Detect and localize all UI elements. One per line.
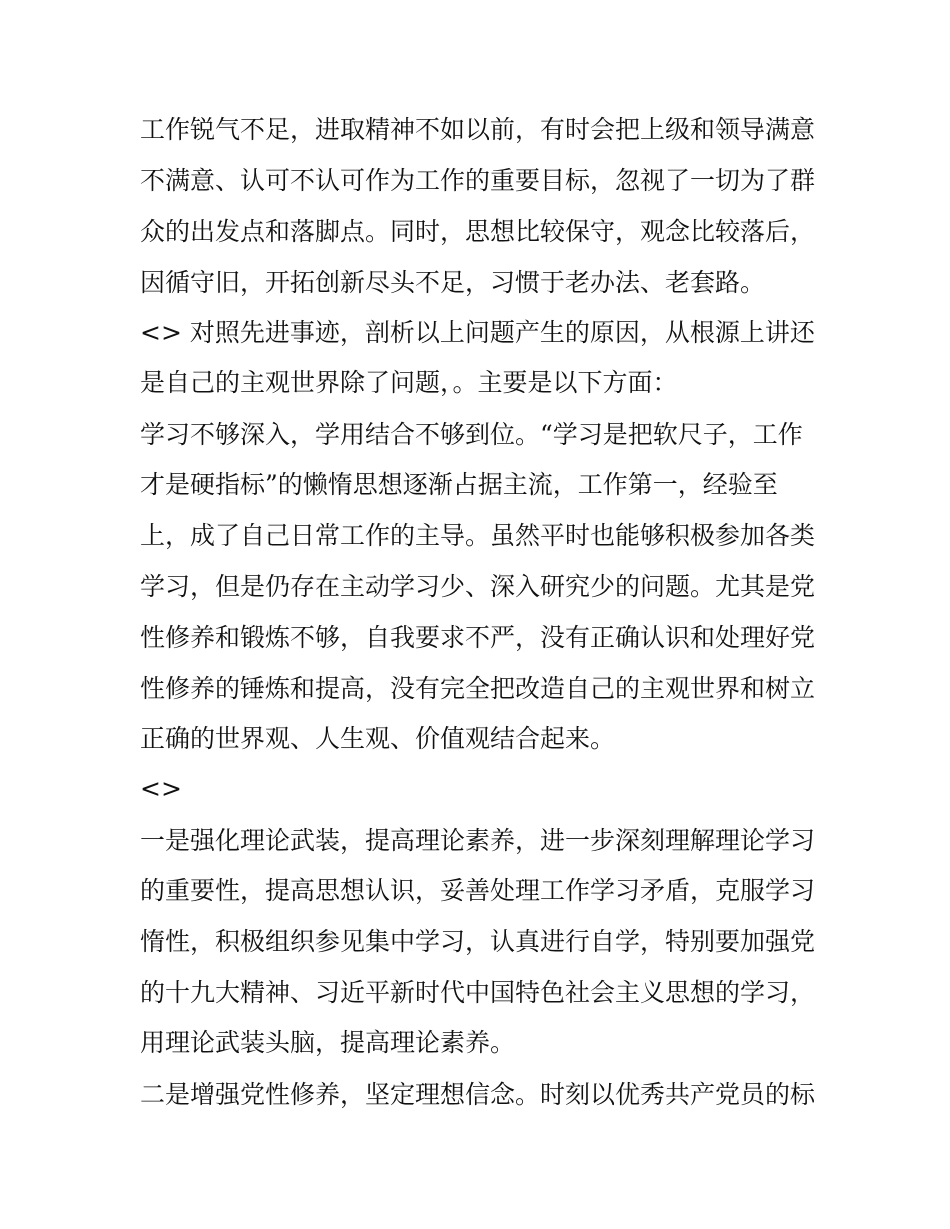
text-line: 不满意、认可不认可作为工作的重要目标，忽视了一切为了群	[140, 166, 816, 195]
text-line: 惰性，积极组织参见集中学习，认真进行自学，特别要加强党	[140, 927, 816, 956]
text-line: <>	[140, 774, 182, 803]
text-line: 用理论武装头脑，提高理论素养。	[140, 1028, 516, 1057]
text-line: 一是强化理论武装，提高理论素养，进一步深刻理解理论学习	[140, 826, 816, 855]
text-line: 学习，但是仍存在主动学习少、深入研究少的问题。尤其是党	[140, 572, 816, 601]
text-line: 正确的世界观、人生观、价值观结合起来。	[140, 724, 616, 753]
text-line: 性修养和锻炼不够，自我要求不严，没有正确认识和处理好党	[140, 623, 816, 652]
text-line: 工作锐气不足，进取精神不如以前，有时会把上级和领导满意	[140, 115, 816, 144]
text-line: 上，成了自己日常工作的主导。虽然平时也能够积极参加各类	[140, 521, 816, 550]
text-line: 是自己的主观世界除了问题，。主要是以下方面：	[140, 368, 678, 397]
text-line: 才是硬指标”的懒惰思想逐渐占据主流，工作第一，经验至	[140, 470, 778, 499]
text-line: 性修养的锤炼和提高，没有完全把改造自己的主观世界和树立	[140, 674, 816, 703]
text-line: 的十九大精神、习近平新时代中国特色社会主义思想的学习，	[140, 978, 816, 1007]
text-line: 学习不够深入，学用结合不够到位。“学习是把软尺子，工作	[140, 420, 803, 449]
text-line: 众的出发点和落脚点。同时，思想比较保守，观念比较落后，	[140, 217, 816, 246]
text-line: <> 对照先进事迹，剖析以上问题产生的原因，从根源上讲还	[140, 318, 815, 347]
text-line: 二是增强党性修养，坚定理想信念。时刻以优秀共产党员的标	[140, 1080, 816, 1109]
text-line: 的重要性，提高思想认识，妥善处理工作学习矛盾，克服学习	[140, 876, 816, 905]
text-line: 因循守旧，开拓创新尽头不足，习惯于老办法、老套路。	[140, 268, 766, 297]
